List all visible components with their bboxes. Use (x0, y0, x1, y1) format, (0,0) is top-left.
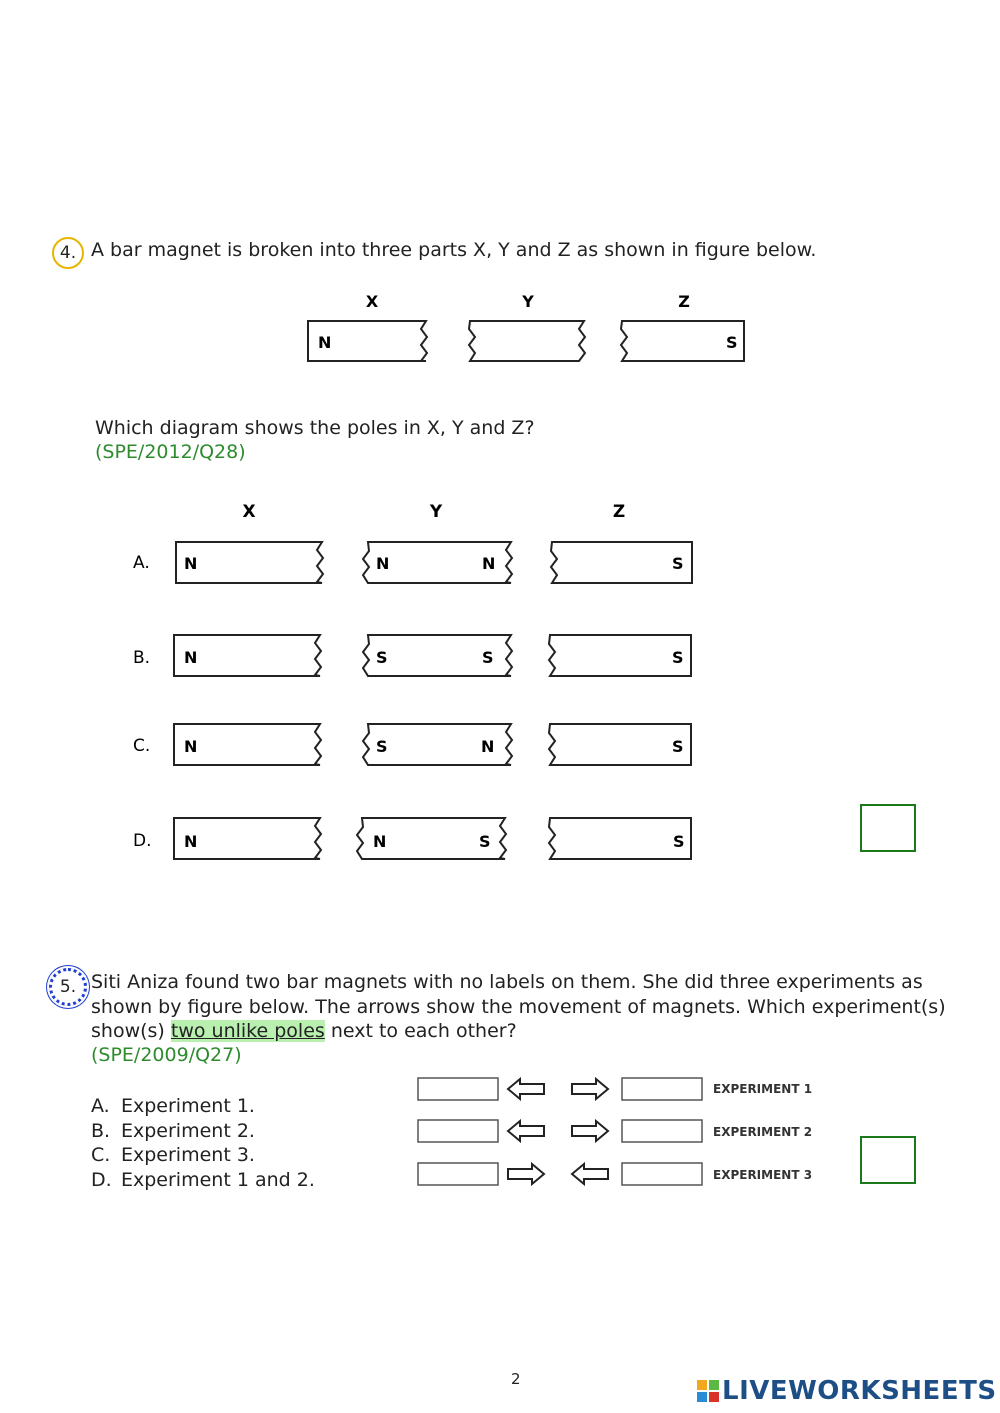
option-headers (120, 495, 740, 525)
option-b-z-pole: S (672, 648, 684, 667)
q5-option-b-text: Experiment 2. (121, 1120, 255, 1142)
option-c-diagram[interactable] (120, 718, 720, 774)
fig-label-y: Y (522, 292, 534, 311)
question-5-line-2: shown by figure below. The arrows show the movement of magnets. Which experiment(s) (91, 996, 946, 1018)
page-number: 2 (511, 1370, 521, 1388)
q5-option-b-letter: B. (91, 1120, 111, 1142)
q5-option-d-text: Experiment 1 and 2. (121, 1169, 315, 1191)
q5-option-c[interactable] (91, 1143, 255, 1168)
option-b-y-left-pole: S (376, 648, 388, 667)
option-d-letter: D. (133, 831, 152, 851)
option-d-y-right-pole: S (479, 832, 491, 851)
question-4-text: A bar magnet is broken into three parts X, Y and Z as shown in figure below. (91, 239, 817, 261)
experiment-2-label: EXPERIMENT 2 (713, 1125, 813, 1139)
question-5-reference: (SPE/2009/Q27) (91, 1044, 242, 1066)
question-5-line-3-pre: show(s) (91, 1020, 165, 1042)
question-5-line-3 (91, 1019, 517, 1044)
option-a-x-pole: N (184, 554, 198, 573)
fig-label-x: X (365, 292, 379, 311)
option-b-letter: B. (133, 648, 151, 668)
question-4-number: 4. (52, 237, 84, 269)
question-4-answer-box[interactable] (860, 804, 916, 852)
question-5-line-1: Siti Aniza found two bar magnets with no labels on them. She did three experiments as (91, 971, 923, 993)
option-header-z: Z (612, 502, 626, 522)
liveworksheets-logo-text: LIVEWORKSHEETS (722, 1376, 997, 1406)
option-b-y-right-pole: S (482, 648, 494, 667)
highlight-two-unlike-poles: two unlike poles (170, 1020, 325, 1042)
q5-option-c-text: Experiment 3. (121, 1144, 255, 1166)
option-header-x: X (242, 502, 256, 522)
option-a-y-left-pole: N (376, 554, 390, 573)
q5-option-d[interactable] (91, 1168, 315, 1193)
experiment-3-row (418, 1163, 812, 1185)
fig-magnet-y (469, 321, 585, 361)
experiment-3-label: EXPERIMENT 3 (713, 1168, 813, 1182)
option-c-x-pole: N (184, 737, 198, 756)
q5-option-c-letter: C. (91, 1144, 111, 1166)
q5-option-b[interactable] (91, 1119, 255, 1144)
broken-magnet-figure (300, 285, 760, 370)
experiment-1-label: EXPERIMENT 1 (713, 1082, 813, 1096)
option-d-x-pole: N (184, 832, 198, 851)
option-b-x-pole: N (184, 648, 198, 667)
option-header-y: Y (429, 502, 443, 522)
q5-option-a[interactable] (91, 1094, 255, 1119)
experiment-2-row (418, 1120, 812, 1142)
liveworksheets-logo[interactable] (697, 1376, 997, 1406)
option-d-y-left-pole: N (373, 832, 387, 851)
option-a-diagram[interactable] (120, 535, 720, 591)
option-c-letter: C. (133, 736, 151, 756)
question-4-prompt: Which diagram shows the poles in X, Y and Z? (95, 417, 535, 439)
option-c-z-pole: S (672, 737, 684, 756)
q5-option-a-text: Experiment 1. (121, 1095, 255, 1117)
q5-option-a-letter: A. (91, 1095, 110, 1117)
option-a-letter: A. (133, 553, 150, 573)
question-5-number: 5. (49, 968, 87, 1006)
fig-z-pole: S (726, 333, 738, 352)
fig-x-pole: N (318, 333, 332, 352)
question-5-answer-box[interactable] (860, 1136, 916, 1184)
option-c-y-right-pole: N (481, 737, 495, 756)
option-d-diagram[interactable] (120, 812, 720, 868)
question-4-reference: (SPE/2012/Q28) (95, 441, 246, 463)
experiment-1-row (418, 1078, 812, 1100)
experiments-figure (410, 1070, 830, 1195)
liveworksheets-logo-icon (697, 1380, 719, 1402)
question-5-line-3-post: next to each other? (330, 1020, 517, 1042)
option-c-y-left-pole: S (376, 737, 388, 756)
option-a-y-right-pole: N (482, 554, 496, 573)
q5-option-d-letter: D. (91, 1169, 112, 1191)
option-b-diagram[interactable] (120, 630, 720, 686)
option-a-z-pole: S (672, 554, 684, 573)
option-d-z-pole: S (673, 832, 685, 851)
fig-label-z: Z (678, 292, 690, 311)
